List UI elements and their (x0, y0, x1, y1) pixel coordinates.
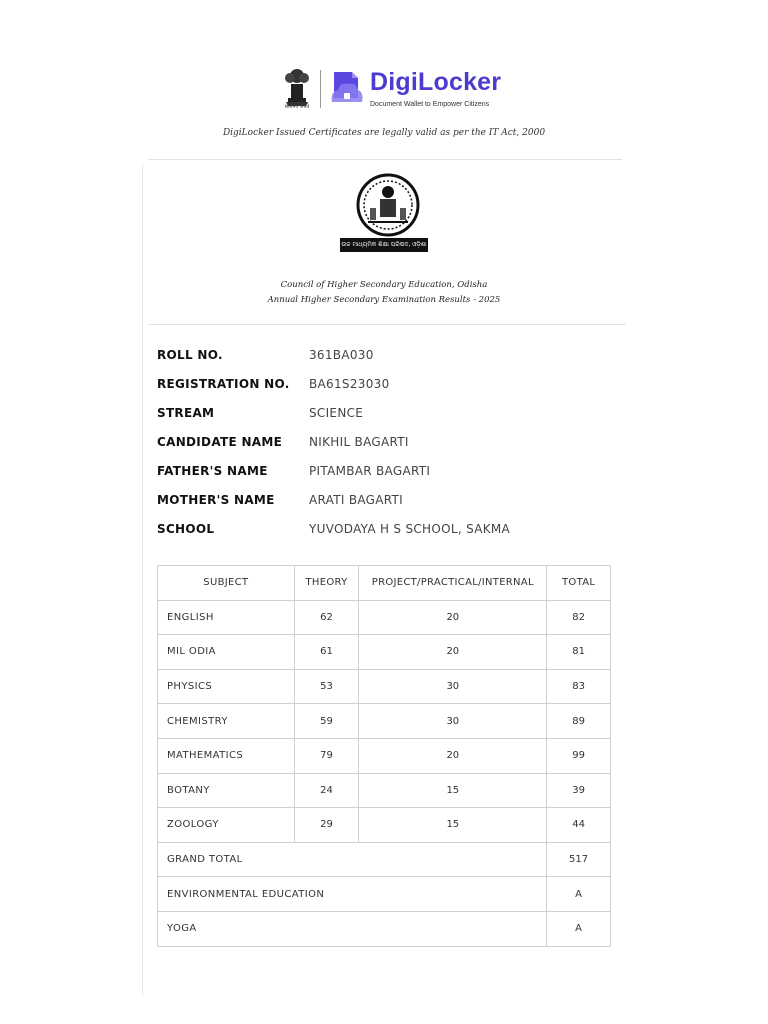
total-cell: 39 (547, 773, 611, 808)
detail-label: ROLL NO. (157, 347, 223, 362)
detail-label: FATHER'S NAME (157, 463, 268, 478)
detail-value: NIKHIL BAGARTI (309, 434, 409, 449)
total-cell: 89 (547, 704, 611, 739)
theory-cell: 62 (294, 600, 359, 635)
brand-tagline: Document Wallet to Empower Citizens (370, 101, 490, 108)
theory-cell: 29 (294, 808, 359, 843)
detail-row-candidate-name (157, 427, 617, 456)
practical-cell: 15 (359, 808, 547, 843)
total-cell: 44 (547, 808, 611, 843)
detail-value: BA61S23030 (309, 376, 390, 391)
board-seal-caption: ଉଚ୍ଚ ମାଧ୍ୟମିକ ଶିକ୍ଷା ପରିଷଦ, ଓଡ଼ିଶା (340, 238, 428, 252)
detail-value: 361BA030 (309, 347, 374, 362)
grade-subject: ENVIRONMENTAL EDUCATION (158, 877, 547, 912)
grade-value: A (547, 877, 611, 912)
practical-cell: 30 (359, 704, 547, 739)
detail-value: SCIENCE (309, 405, 364, 420)
detail-row-father-name (157, 456, 617, 485)
table-row (158, 600, 611, 635)
subject-cell: ENGLISH (158, 600, 295, 635)
table-row (158, 635, 611, 670)
header-rule (148, 159, 622, 160)
practical-cell: 20 (359, 738, 547, 773)
column-header-theory: THEORY (294, 566, 359, 601)
grade-subject: YOGA (158, 911, 547, 946)
detail-label: CANDIDATE NAME (157, 434, 283, 449)
table-row (158, 704, 611, 739)
board-seal-icon (350, 172, 426, 238)
detail-row-school (157, 514, 617, 543)
table-row (158, 669, 611, 704)
detail-row-roll (157, 340, 617, 369)
table-row (158, 808, 611, 843)
total-cell: 83 (547, 669, 611, 704)
grade-row (158, 877, 611, 912)
total-cell: 99 (547, 738, 611, 773)
table-row (158, 738, 611, 773)
grade-row (158, 911, 611, 946)
grand-total-row (158, 842, 611, 877)
column-header-practical: PROJECT/PRACTICAL/INTERNAL (359, 566, 547, 601)
column-header-subject: SUBJECT (158, 566, 295, 601)
detail-label: STREAM (157, 405, 215, 420)
candidate-details (157, 340, 617, 543)
detail-label: SCHOOL (157, 521, 215, 536)
exam-title-block (0, 278, 768, 308)
detail-value: ARATI BAGARTI (309, 492, 403, 507)
practical-cell: 20 (359, 635, 547, 670)
theory-cell: 24 (294, 773, 359, 808)
subject-cell: CHEMISTRY (158, 704, 295, 739)
exam-name: Annual Higher Secondary Examination Results - 2025 (267, 295, 501, 305)
detail-row-stream (157, 398, 617, 427)
total-cell: 81 (547, 635, 611, 670)
detail-label: MOTHER'S NAME (157, 492, 275, 507)
brand-name: DigiLocker (370, 68, 502, 96)
practical-cell: 15 (359, 773, 547, 808)
practical-cell: 20 (359, 600, 547, 635)
legal-validity-note: DigiLocker Issued Certificates are legally valid as per the IT Act, 2000 (222, 128, 546, 138)
detail-label: REGISTRATION NO. (157, 376, 290, 391)
digilocker-logo-icon (328, 68, 366, 108)
subject-cell: PHYSICS (158, 669, 295, 704)
grand-total-value: 517 (547, 842, 611, 877)
detail-row-mother-name (157, 485, 617, 514)
practical-cell: 30 (359, 669, 547, 704)
subject-cell: MIL ODIA (158, 635, 295, 670)
theory-cell: 79 (294, 738, 359, 773)
subject-cell: ZOOLOGY (158, 808, 295, 843)
council-name: Council of Higher Secondary Education, Odisha (280, 280, 488, 290)
table-header-row (158, 566, 611, 601)
column-header-total: TOTAL (547, 566, 611, 601)
theory-cell: 59 (294, 704, 359, 739)
grand-total-label: GRAND TOTAL (158, 842, 547, 877)
theory-cell: 61 (294, 635, 359, 670)
header-divider (320, 70, 321, 108)
section-rule (148, 324, 626, 325)
subject-cell: BOTANY (158, 773, 295, 808)
subject-cell: MATHEMATICS (158, 738, 295, 773)
table-row (158, 773, 611, 808)
emblem-caption: सत्यमेव जयते (284, 104, 310, 110)
detail-row-registration (157, 369, 617, 398)
detail-value: YUVODAYA H S SCHOOL, SAKMA (309, 521, 511, 536)
detail-value: PITAMBAR BAGARTI (309, 463, 431, 478)
grade-value: A (547, 911, 611, 946)
marks-table (157, 565, 611, 947)
digilocker-header (0, 60, 768, 120)
total-cell: 82 (547, 600, 611, 635)
theory-cell: 53 (294, 669, 359, 704)
